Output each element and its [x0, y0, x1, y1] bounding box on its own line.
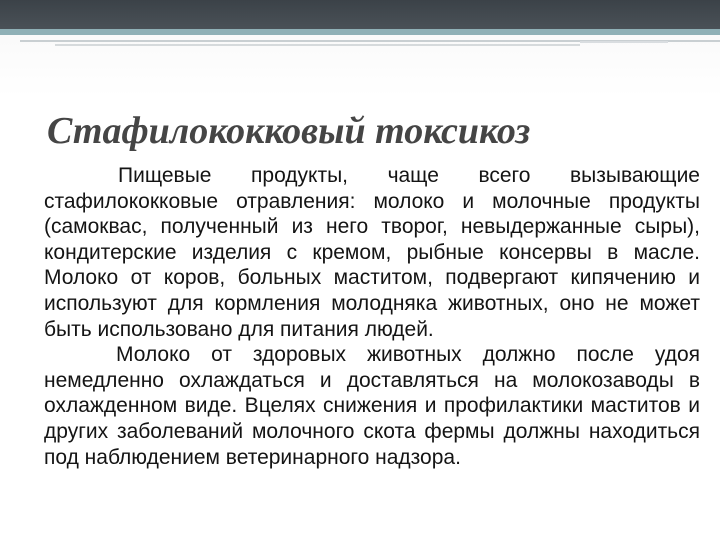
slide-body: [44, 163, 700, 470]
decorative-line: [580, 41, 668, 43]
paragraph-2: Молоко от здоровых животных должно после удоя немедленно охлаждаться и доставляться на молокозаводы в охлажденном виде. Вцелях снижения и профилактики маститов и других заболеваний молочного скота фермы должны находиться под наблюдением ветеринарного надзора.: [44, 343, 700, 469]
paragraph-1: Пищевые продукты, чаще всего вызывающие стафилококковые отравления: молоко и молочные продукты (самоквас, полученный из него творог, невыдержанные сыры), кондитерские изделия с кремом, рыбные консервы в масле. Молоко от коров, больных маститом, подвергают кипячению и используют для кормления молодняка животных, оно не может быть использовано для питания людей.: [44, 164, 700, 341]
slide-title: Стафилококковый токсикоз: [47, 110, 531, 152]
header-accent-stripe: [0, 29, 720, 35]
header-band: [0, 0, 720, 29]
decorative-line: [55, 44, 580, 46]
